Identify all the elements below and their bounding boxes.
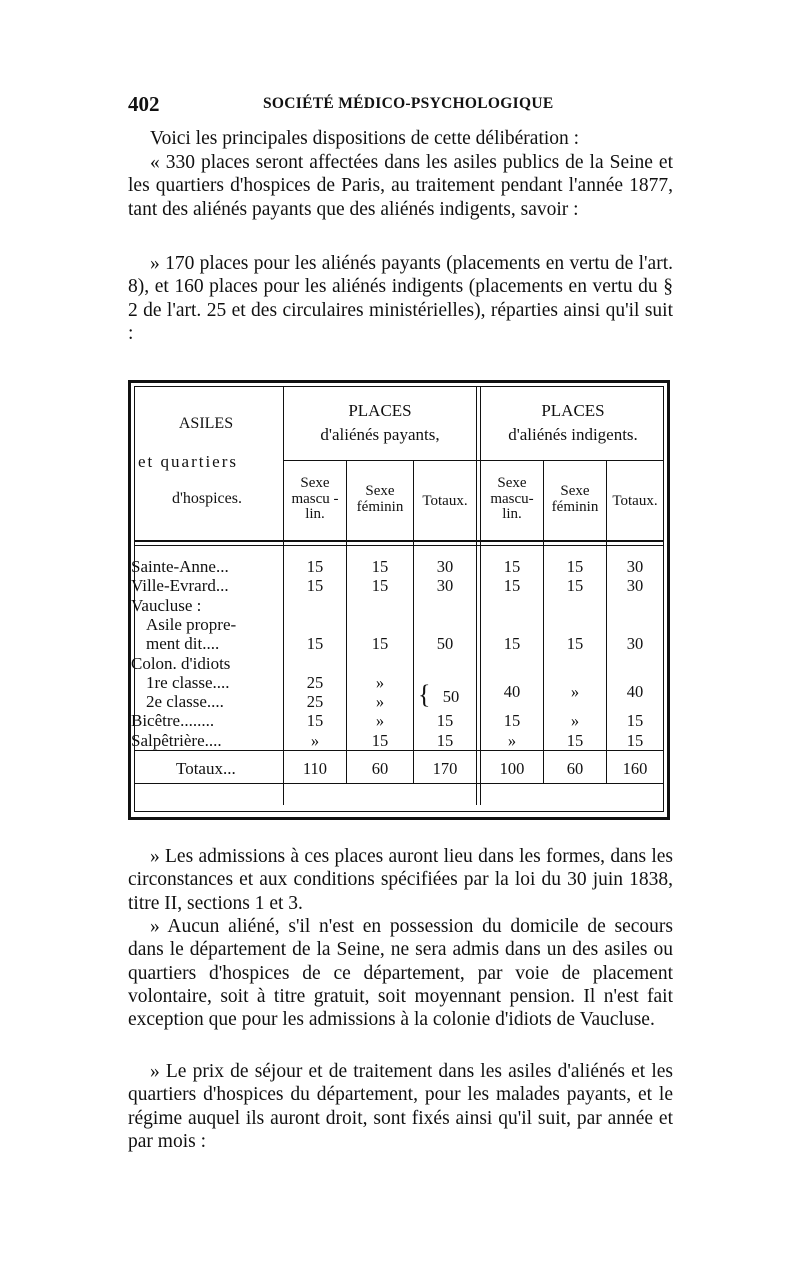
total-masc-indigents: 100 <box>499 759 525 778</box>
cell-masc-payants: 15 <box>306 576 324 596</box>
cell-tot-indigents: 40 <box>626 681 644 701</box>
cell-tot-indigents: 30 <box>626 576 644 596</box>
paragraph-admissions: » Les admissions à ces places auront lieu dans les formes, dans les circonstances et aux conditions spécifiées par la loi du 30 juin 1838, titre II, sections 1 et 3. <box>128 846 673 914</box>
cell-fem-indigents: » <box>570 711 580 731</box>
paragraph-domicile: » Aucun aliéné, s'il n'est en possession du domicile de secours dans le département de la Seine, ne sera admis dans un des asiles ou quartiers d'hospices de ce département, par voie de placement volontaire, soit à titre gratuit, soit moyennant pension. Il n'est fait exception que pour les admissions à la colonie d'idiots de Vaucluse. <box>128 916 673 1031</box>
total-masc-payants: 110 <box>302 759 328 778</box>
row-label: Sainte-Anne... <box>131 557 229 576</box>
row-label: Bicêtre........ <box>131 711 215 731</box>
cell-fem-payants: 15 <box>371 557 389 576</box>
row-label: Asile propre- <box>146 614 237 634</box>
rule-pay-1 <box>346 460 347 783</box>
rule-ind-1 <box>543 460 544 783</box>
cell-fem-payants: » <box>375 711 385 731</box>
group-header-indigents-title: PLACES <box>541 401 605 420</box>
total-all-indigents: 160 <box>622 759 648 778</box>
paragraph-quote-start: « 330 places seront affectées dans les asiles publics de la Seine et les quartiers d'hospices de Paris, au traitement pendant l'année 1877, tant des aliénés payants que des aliénés indigents, savoir : <box>128 152 673 220</box>
total-all-payants: 170 <box>432 759 458 778</box>
subheader-feminin-payants: Sexe féminin <box>356 483 404 515</box>
cell-tot-indigents: 15 <box>626 711 644 731</box>
page-number: 402 <box>128 92 160 116</box>
subheader-totaux-indigents: Totaux. <box>612 493 658 509</box>
cell-masc-payants: 15 <box>306 711 324 731</box>
cell-masc-indigents: 15 <box>503 557 521 576</box>
paragraph-distribution: » 170 places pour les aliénés payants (placements en vertu de l'art. 8), et 160 places pour les aliénés indigents (placements en vertu du § 2 de l'art. 25 et des circulaires ministérielles), réparties ainsi qu'il suit : <box>128 253 673 344</box>
cell-masc-payants: 15 <box>306 634 324 654</box>
cell-tot-payants: 30 <box>436 576 454 596</box>
placement-table <box>128 380 668 820</box>
paragraph-prix-sejour: » Le prix de séjour et de traitement dans les asiles d'aliénés et les quartiers d'hospices du département, pour les malades payants, et le régime auquel ils auront droit, sont fixés ainsi qu'il suit, par année et par mois : <box>128 1061 673 1152</box>
cell-tot-payants: 50 <box>436 634 454 654</box>
cell-tot-payants: 15 <box>436 730 454 750</box>
cell-masc-payants: » <box>310 730 320 750</box>
col-header-asiles-line2: et quartiers <box>138 452 238 471</box>
cell-masc-payants: 15 <box>306 557 324 576</box>
row-label: Vaucluse : <box>131 595 202 615</box>
cell-tot-payants: 30 <box>436 557 454 576</box>
cell-fem-indigents: 15 <box>566 557 584 576</box>
cell-fem-indigents: 15 <box>566 634 584 654</box>
rule-under-subheaders <box>135 540 663 542</box>
total-fem-indigents: 60 <box>566 759 584 778</box>
cell-masc-indigents: 15 <box>503 711 521 731</box>
group-header-indigents-subtitle: d'aliénés indigents. <box>508 425 638 444</box>
totals-label: Totaux... <box>176 759 236 778</box>
colonie-total-payants: 50 <box>442 687 460 706</box>
group-header-payants-subtitle: d'aliénés payants, <box>320 425 440 444</box>
paragraph-intro: Voici les principales dispositions de cette délibération : <box>150 128 580 149</box>
cell-fem-payants: 15 <box>371 576 389 596</box>
col-header-asiles: ASILES <box>178 415 234 432</box>
total-fem-payants: 60 <box>371 759 389 778</box>
cell-tot-indigents: 30 <box>626 634 644 654</box>
cell-fem-payants: 15 <box>371 730 389 750</box>
cell-masc-indigents: 40 <box>503 681 521 701</box>
row-label: Colon. d'idiots <box>131 653 231 673</box>
rule-under-subheaders-thin <box>135 545 663 546</box>
rule-under-totals <box>135 783 663 784</box>
running-title: SOCIÉTÉ MÉDICO-PSYCHOLOGIQUE <box>263 95 554 112</box>
cell-fem-payants: » <box>375 692 385 712</box>
cell-masc-indigents: 15 <box>503 634 521 654</box>
cell-fem-indigents: » <box>570 681 580 701</box>
cell-fem-payants: » <box>375 672 385 692</box>
cell-fem-indigents: 15 <box>566 730 584 750</box>
subheader-feminin-indigents: Sexe féminin <box>551 483 599 515</box>
cell-tot-payants: 15 <box>436 711 454 731</box>
brace-colonie: { <box>418 680 431 709</box>
cell-fem-payants: 15 <box>371 634 389 654</box>
rule-after-asiles <box>283 387 284 805</box>
row-label: 1re classe.... <box>146 672 230 692</box>
group-header-payants-title: PLACES <box>348 401 412 420</box>
cell-fem-indigents: 15 <box>566 576 584 596</box>
row-label: 2e classe.... <box>146 692 224 712</box>
cell-tot-indigents: 30 <box>626 557 644 576</box>
rule-group-divider-a <box>476 387 477 805</box>
cell-masc-indigents: » <box>507 730 517 750</box>
row-label: Ville-Evrard... <box>131 576 229 596</box>
rule-above-totals <box>135 750 663 751</box>
rule-under-group-headers <box>283 460 663 461</box>
col-header-asiles-line3: d'hospices. <box>172 490 242 507</box>
subheader-masculin-payants: Sexe mascu - lin. <box>291 475 339 522</box>
cell-masc-payants: 25 <box>306 692 324 712</box>
page-header <box>128 92 673 118</box>
cell-tot-indigents: 15 <box>626 730 644 750</box>
row-label: ment dit.... <box>146 634 220 654</box>
row-label: Salpêtrière.... <box>131 730 222 750</box>
rule-group-divider-b <box>480 387 481 805</box>
cell-masc-indigents: 15 <box>503 576 521 596</box>
subheader-masculin-indigents: Sexe mascu- lin. <box>490 475 534 522</box>
subheader-totaux-payants: Totaux. <box>422 493 468 509</box>
cell-masc-payants: 25 <box>306 672 324 692</box>
